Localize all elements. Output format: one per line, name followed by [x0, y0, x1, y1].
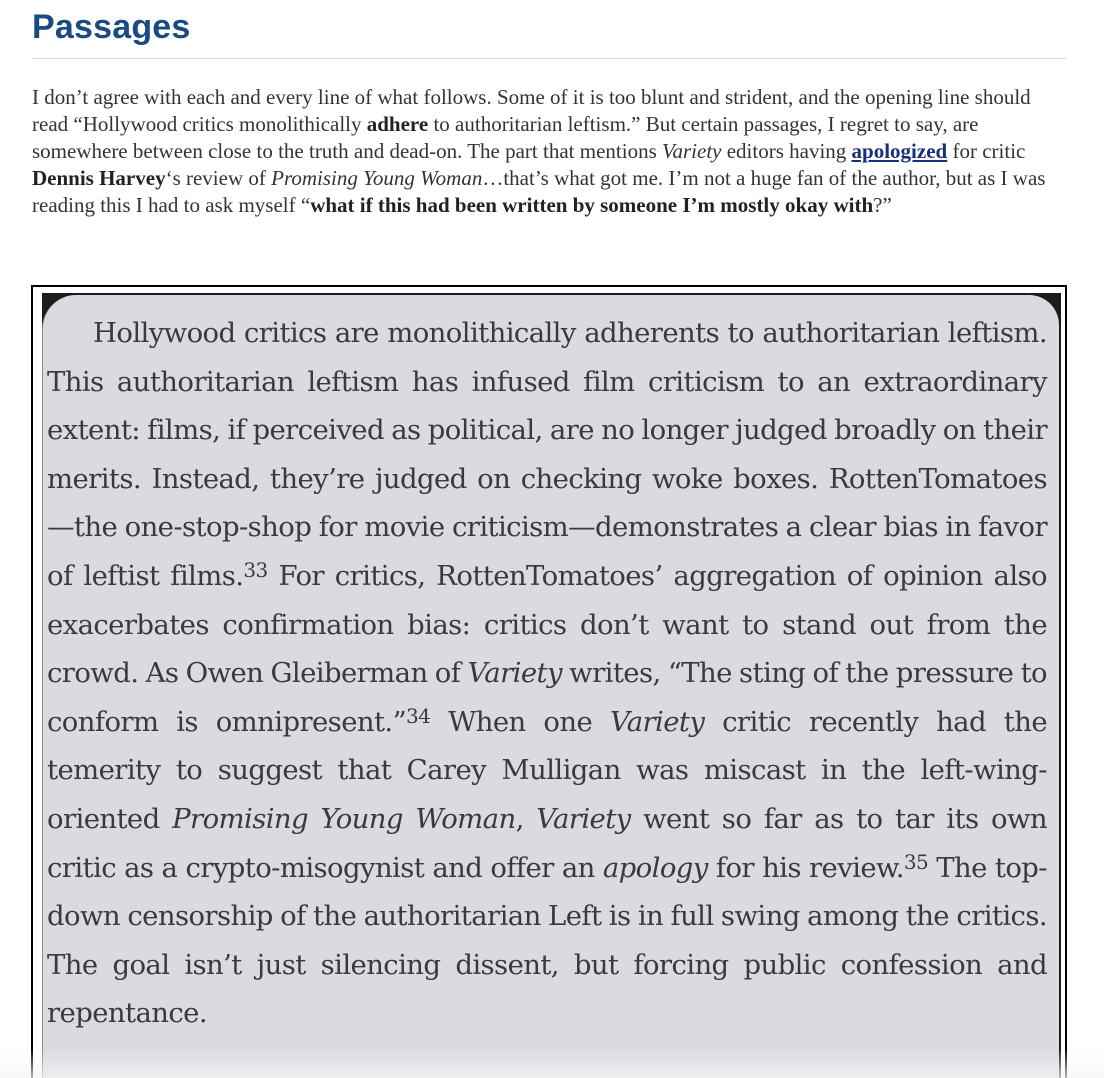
excerpt-text-2: For critics, RottenTomatoes’ aggregation of opinion also exacerbates confirmation bias: critics don’t want to stand out from the crowd. As Owen Gleiberman of	[47, 559, 1047, 690]
title-divider	[32, 58, 1066, 59]
page-title: Passages	[32, 8, 191, 46]
excerpt-italic-variety-2: Variety	[609, 705, 705, 738]
excerpt-text-1: Hollywood critics are monolithically adherents to authoritarian leftism. This authoritarian leftism has infused film criticism to an extraordinary extent: films, if perceived as political, are no longer judged broadly on their merits. Instead, they’re judged on checking woke boxes. RottenTomatoes—the one-stop-shop for movie criticism—demonstrates a clear bias in favor of leftist films.	[47, 317, 1047, 592]
intro-text-1: I don’t agree with each and every line of what follows. Some of it is too blunt and strident, and the opening line should read “Hollywood critics monolithically	[32, 85, 1031, 136]
intro-paragraph	[32, 84, 1072, 219]
intro-italic-promising-young-woman: Promising Young Woman	[271, 166, 483, 190]
footnote-34: 34	[406, 703, 431, 728]
excerpt-separator: ,	[515, 802, 537, 835]
intro-text-4: for critic	[947, 139, 1026, 163]
excerpt-italic-apology: apology	[602, 851, 708, 884]
excerpt-italic-variety-3: Variety	[536, 802, 631, 835]
intro-text-3: editors having	[721, 139, 852, 163]
excerpt-text-4: When one	[430, 705, 610, 738]
excerpt-text-8: The top-down censorship of the authoritarian Left is in full swing among the critics. The goal isn’t just silencing dissent, but forcing public confession and repentance.	[47, 851, 1047, 1030]
intro-bold-question: what if this had been written by someone I’m mostly okay with	[310, 193, 874, 217]
footnote-35: 35	[903, 849, 929, 874]
excerpt-text-7: for his review.	[707, 851, 904, 884]
apologized-link[interactable]: apologized	[851, 139, 948, 163]
excerpt-image-frame	[31, 285, 1067, 1078]
intro-bold-dennis-harvey: Dennis Harvey	[32, 166, 166, 190]
intro-text-2: to authoritarian leftism.” But certain passages, I regret to say, are somewhere between close to the truth and dead-on. The part that mentions	[32, 112, 979, 163]
footnote-33: 33	[243, 557, 268, 582]
intro-text-5: ‘s review of	[165, 166, 272, 190]
excerpt-italic-promising-young-woman: Promising Young Woman	[172, 802, 516, 835]
book-screenshot	[42, 293, 1061, 1078]
intro-bold-adhere: adhere	[366, 112, 429, 136]
excerpt-italic-variety-1: Variety	[467, 657, 562, 690]
excerpt-text-3: writes, “The sting of the pressure to conform is omnipresent.”	[47, 657, 1047, 738]
book-page	[42, 295, 1059, 1078]
intro-text-6: …that’s what got me. I’m not a huge fan of the author, but as I was reading this I had to ask myself “	[32, 166, 1046, 217]
intro-text-7: ?”	[873, 193, 892, 217]
excerpt-text-5: critic recently had the temerity to suggest that Carey Mulligan was miscast in the left-wing-oriented	[47, 705, 1048, 835]
book-excerpt-text	[47, 309, 1047, 1038]
excerpt-text-6: went so far as to tar its own critic as a crypto-misogynist and offer an	[47, 802, 1047, 884]
intro-italic-variety: Variety	[662, 139, 722, 163]
